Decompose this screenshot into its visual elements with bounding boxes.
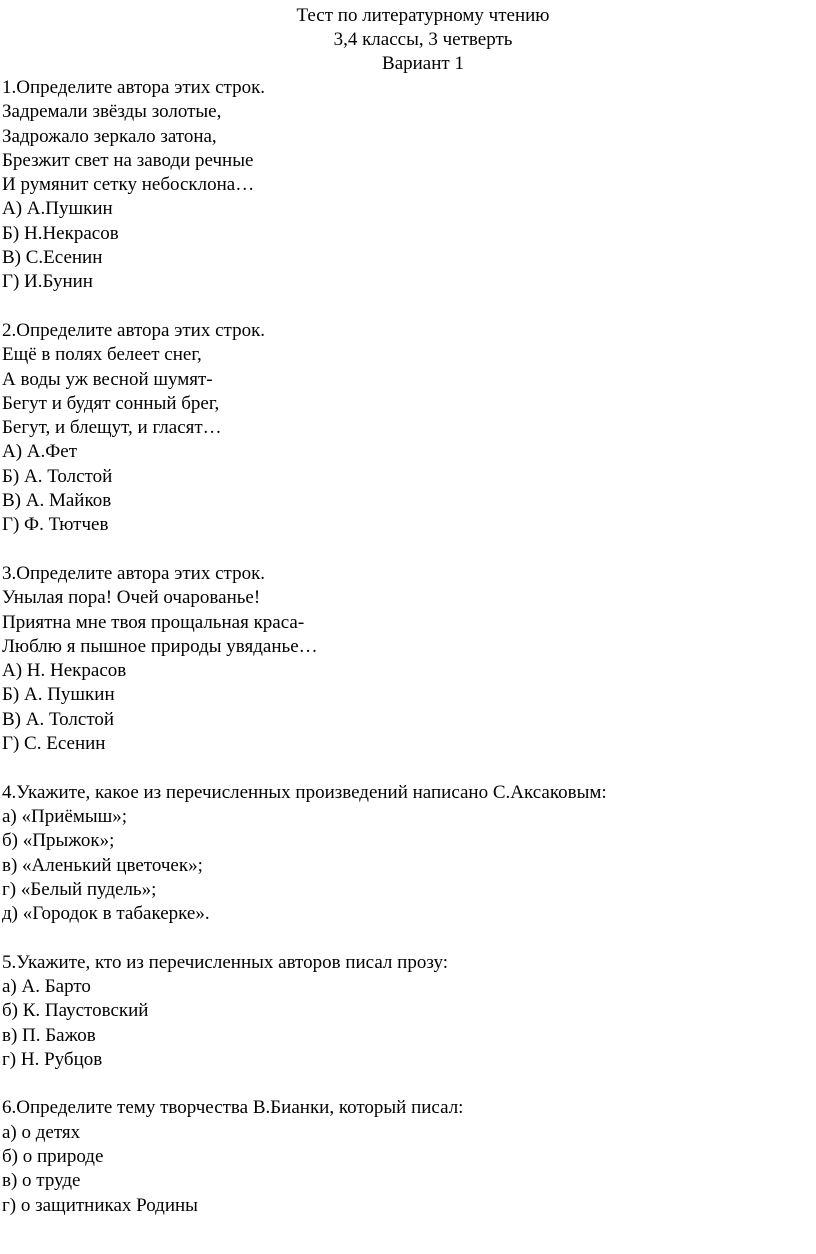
answer-option: Г) С. Есенин: [2, 733, 106, 755]
question-prompt: 3.Определите автора этих строк.: [2, 562, 266, 584]
document-title: Тест по литературному чтению: [296, 5, 550, 26]
answer-option: А) Н. Некрасов: [2, 660, 127, 682]
answer-option: г) Н. Рубцов: [2, 1048, 103, 1070]
answer-option: Г) Ф. Тютчев: [2, 514, 109, 536]
question-block: [2, 562, 816, 756]
poem-line: Брезжит свет на заводи речные: [2, 149, 254, 171]
poem-line: Приятна мне твоя прощальная краса-: [2, 611, 305, 633]
answer-option: б) «Прыжок»;: [2, 830, 115, 852]
question-block: [2, 951, 816, 1072]
answer-option: г) о защитниках Родины: [2, 1194, 198, 1216]
variant-label: Вариант 1: [382, 53, 464, 74]
answer-option: б) К. Паустовский: [2, 1000, 149, 1022]
question-prompt: 1.Определите автора этих строк.: [2, 77, 266, 98]
poem-line: Задремали звёзды золотые,: [2, 101, 222, 123]
answer-option: в) «Аленький цветочек»;: [2, 854, 203, 876]
answer-option: а) А. Барто: [2, 975, 91, 997]
question-prompt: 4.Укажите, какое из перечисленных произведений написано С.Аксаковым:: [2, 781, 607, 803]
answer-option: в) П. Бажов: [2, 1024, 96, 1046]
answer-option: В) А. Толстой: [2, 708, 115, 730]
question-prompt: 2.Определите автора этих строк.: [2, 319, 266, 341]
document-page: [0, 4, 816, 1242]
answer-option: А) А.Пушкин: [2, 198, 113, 220]
question-block: [2, 781, 816, 927]
poem-line: Бегут и будят сонный брег,: [2, 392, 220, 414]
question-block: [2, 76, 816, 295]
answer-option: В) С.Есенин: [2, 247, 103, 269]
poem-line: И румянит сетку небосклона…: [2, 174, 255, 196]
poem-line: Унылая пора! Очей очарованье!: [2, 587, 261, 609]
answer-option: В) А. Майков: [2, 490, 112, 512]
poem-line: Ещё в полях белеет снег,: [2, 344, 202, 366]
question-block: [2, 319, 816, 538]
answer-option: Б) А. Пушкин: [2, 684, 115, 706]
question-prompt: 5.Укажите, кто из перечисленных авторов писал прозу:: [2, 951, 448, 973]
question-prompt: 6.Определите тему творчества В.Бианки, который писал:: [2, 1097, 464, 1119]
poem-line: А воды уж весной шумят-: [2, 368, 213, 390]
poem-line: Люблю я пышное природы увяданье…: [2, 635, 318, 657]
grade-subtitle: 3,4 классы, 3 четверть: [333, 29, 513, 50]
answer-option: А) А.Фет: [2, 441, 78, 463]
answer-option: б) о природе: [2, 1146, 104, 1168]
poem-line: Бегут, и блещут, и гласят…: [2, 417, 222, 439]
answer-option: Г) И.Бунин: [2, 271, 93, 293]
answer-option: а) о детях: [2, 1121, 81, 1143]
answer-option: г) «Белый пудель»;: [2, 878, 157, 900]
poem-line: Задрожало зеркало затона,: [2, 125, 217, 147]
answer-option: Б) Н.Некрасов: [2, 222, 119, 244]
answer-option: д) «Городок в табакерке».: [2, 903, 210, 925]
question-block: [2, 1096, 816, 1217]
answer-option: Б) А. Толстой: [2, 465, 113, 487]
answer-option: в) о труде: [2, 1170, 81, 1192]
document-header: [0, 4, 816, 76]
answer-option: а) «Приёмыш»;: [2, 805, 128, 827]
questions-list: [0, 76, 816, 1218]
